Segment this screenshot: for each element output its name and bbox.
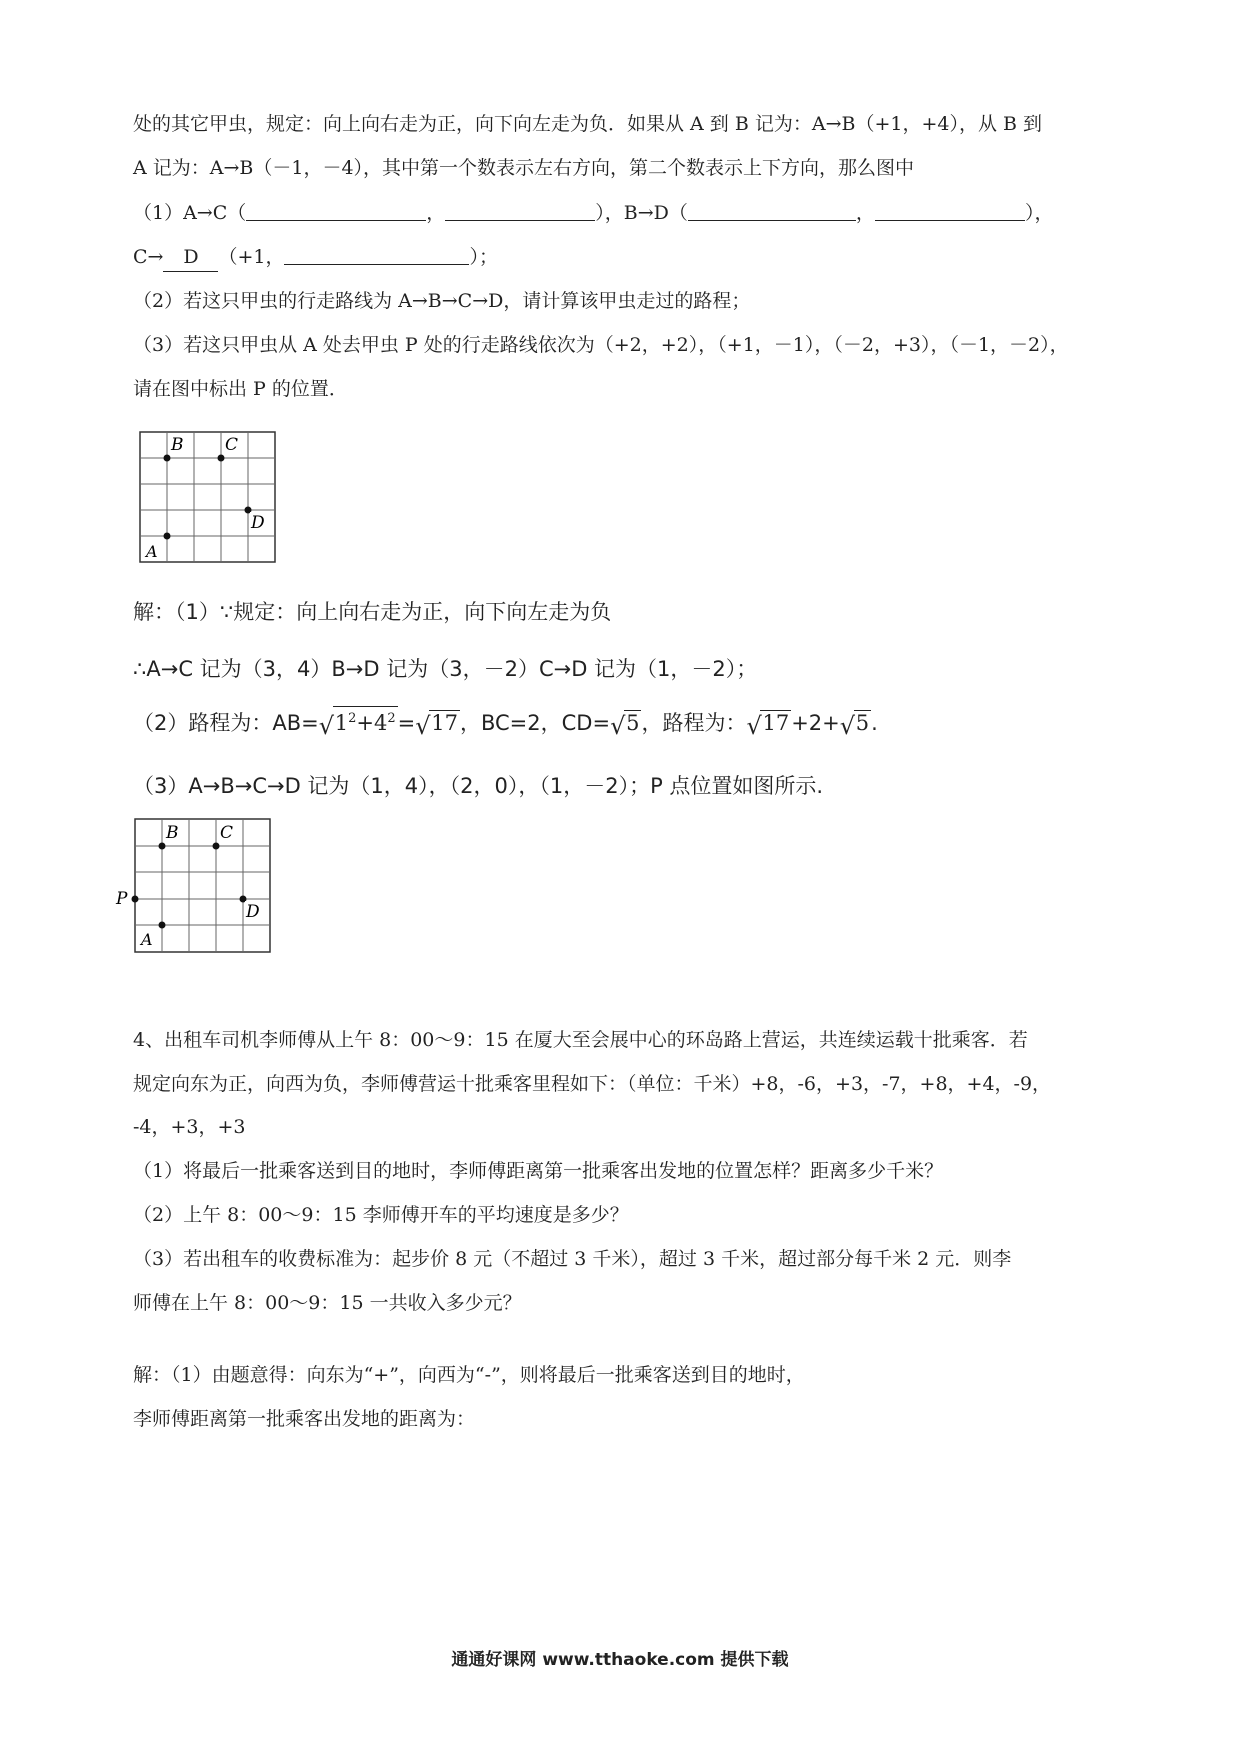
grid-figure-2 [113,815,275,957]
q1c-mid: （+1， [218,246,285,268]
question3-line1: （3）若这只甲虫从 A 处去甲虫 P 处的行走路线依次为（+2，+2），（+1，－1），（－2，+3），（－1，－2）， [133,334,1069,356]
problem3-line1: 处的其它甲虫，规定：向上向右走为正，向下向左走为负．如果从 A 到 B 记为：A→B（+1，+4），从 B 到 [133,113,1043,135]
label-d: D [251,513,265,533]
point-a [159,922,166,929]
s3-17b: 17 [762,711,790,735]
label-a: A [146,542,158,561]
s3-plus2: +2+ [791,711,840,735]
question1-line2 [133,243,1130,272]
label-p: P [116,889,128,909]
s3-bc: ，BC=2，CD= [459,711,611,735]
sqrt-17-b: √ 17 [746,711,790,740]
s3-17: 17 [431,711,458,735]
label-c: C [225,435,239,455]
s3-5b: 5 [855,711,870,735]
point-b [159,843,166,850]
q1-end: ）， [1024,202,1054,224]
point-c [213,843,220,850]
q1-mid: ），B→D（ [595,202,688,224]
problem4-question3-line2: 师傅在上午 8：00～9：15 一共收入多少元？ [133,1292,522,1314]
s3-total: ，路程为： [641,711,747,735]
answer-blank-cd-target[interactable]: D [163,243,218,272]
label-b: B [166,823,179,843]
s3-ab-exp2: 2 [387,711,396,726]
solution3-line3 [133,706,1130,740]
point-c [218,455,225,462]
sqrt-5-b: √ 5 [839,711,870,740]
problem4-solution-line2: 李师傅距离第一批乘客出发地的距离为： [133,1408,476,1430]
sqrt-17: √ 17 [415,711,458,740]
problem4-question3-line1: （3）若出租车的收费标准为：起步价 8 元（不超过 3 千米），超过 3 千米，超过部分每千米 2 元．则李 [133,1248,1012,1270]
problem4-line1: 4、出租车司机李师傅从上午 8：00～9：15 在厦大至会展中心的环岛路上营运，共连续运载十批乘客．若 [133,1029,1028,1051]
s3-eq: = [397,711,416,735]
label-b: B [171,435,184,455]
answer-blank-ac-y[interactable] [445,200,595,221]
s3-prefix: （2）路程为：AB= [133,711,319,735]
answer-blank-bd-y[interactable] [875,200,1025,221]
question2: （2）若这只甲虫的行走路线为 A→B→C→D，请计算该甲虫走过的路程； [133,290,751,312]
q1c-end: ）； [469,246,498,268]
answer-blank-ac-x[interactable] [246,200,426,221]
problem4-solution-line1: 解：（1）由题意得：向东为“+”，向西为“-”，则将最后一批乘客送到目的地时， [133,1364,805,1386]
problem4-question2: （2）上午 8：00～9：15 李师傅开车的平均速度是多少？ [133,1204,629,1226]
solution3-line1: 解：（1）∵规定：向上向右走为正，向下向左走为负 [133,600,612,624]
answer-blank-bd-x[interactable] [688,200,856,221]
sqrt-5: √ 5 [610,711,640,740]
question1-line [133,199,1130,227]
q1-comma2: ， [855,202,875,224]
label-c: C [220,823,234,843]
s3-ab-exp1: 2 [348,711,357,726]
q1-prefix: （1）A→C（ [133,202,247,224]
q1-comma: ， [426,202,446,224]
point-a [164,533,171,540]
problem3-line2: A 记为：A→B（－1，－4），其中第一个数表示左右方向，第二个数表示上下方向，那么图中 [133,157,915,179]
s3-5: 5 [626,711,640,735]
sqrt-ab: √ $1^2+4^2$ [319,706,398,740]
point-b [164,455,171,462]
q1c-prefix: C→ [133,246,164,268]
solution3-line4: （3）A→B→C→D 记为（1，4），（2，0），（1，－2）；P 点位置如图所示. [133,774,824,798]
solution3-line2: ∴A→C 记为（3，4）B→D 记为（3，－2）C→D 记为（1，－2）； [133,657,758,681]
s3-ab-one: 1 [334,711,349,735]
question3-line2: 请在图中标出 P 的位置． [133,378,348,400]
s3-dot: . [871,711,878,735]
label-d: D [246,902,260,922]
point-p [132,896,139,903]
label-a: A [141,930,153,949]
problem4-question1: （1）将最后一批乘客送到目的地时，李师傅距离第一批乘客出发地的位置怎样？距离多少千米？ [133,1160,944,1182]
problem4-line2: 规定向东为正，向西为负，李师傅营运十批乘客里程如下：（单位：千米）+8，-6，+3，-7，+8，+4，-9， [133,1073,1052,1095]
problem4-line3: -4，+3，+3 [133,1116,246,1138]
answer-blank-cd-y[interactable] [284,244,469,265]
s3-ab-plus: +4 [356,711,388,735]
grid-figure-1 [138,430,278,566]
page-footer: 通通好课网 www.tthaoke.com 提供下载 [451,1650,789,1670]
